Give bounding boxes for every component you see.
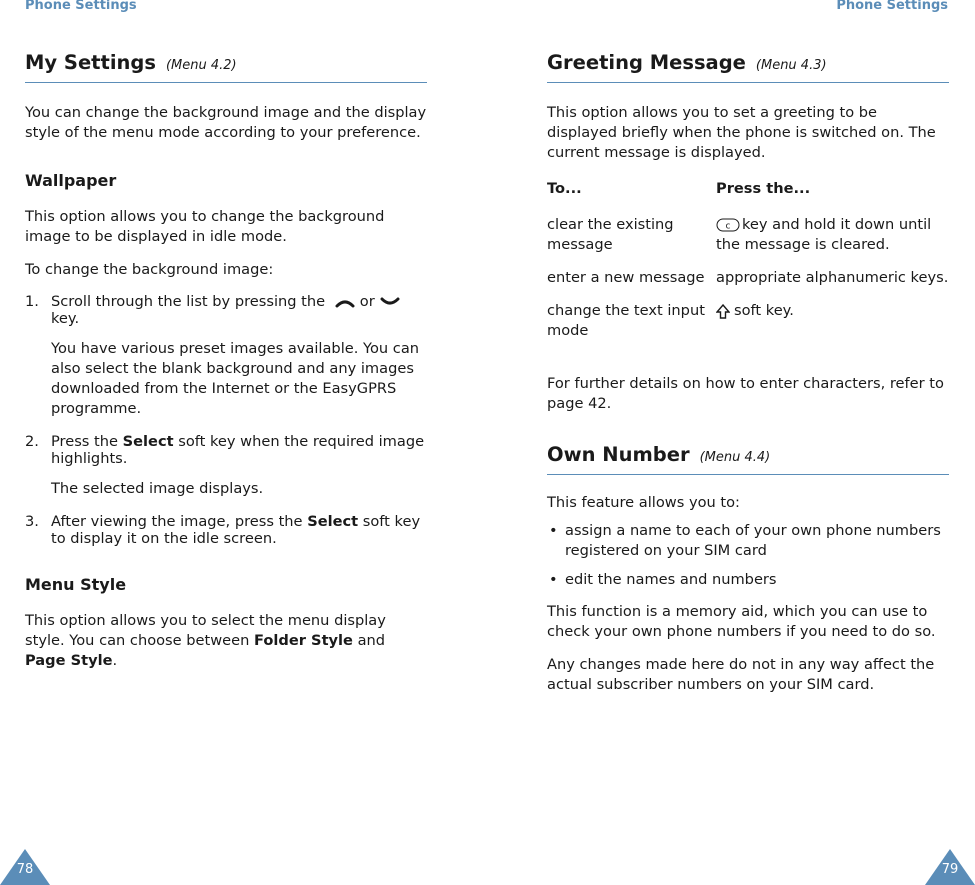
subheading-wallpaper: Wallpaper <box>25 171 117 190</box>
step-1-note: You have various preset images available. You can also select the blank background and any images downloaded from the Internet or the EasyGPRS programme. <box>51 340 420 417</box>
wallpaper-paragraph-2: To change the background image: <box>25 261 274 278</box>
menu-ref: (Menu 4.3) <box>755 58 827 73</box>
table-row: clear the existing message c key and hold it down until the message is cleared. <box>547 216 932 253</box>
key-table <box>547 179 949 341</box>
scroll-down-key-icon <box>379 295 401 309</box>
table-row: enter a new message appropriate alphanumeric keys. <box>547 269 949 286</box>
running-header: Phone Settings <box>25 0 137 13</box>
section-title-my-settings: My Settings (Menu 4.2) <box>25 51 427 83</box>
subheading-menu-style: Menu Style <box>25 575 127 594</box>
page-number-tab <box>925 845 975 885</box>
shift-arrow-icon <box>716 304 730 318</box>
page-number-tab <box>0 845 50 885</box>
section-title-own-number: Own Number (Menu 4.4) <box>547 443 949 475</box>
intro-paragraph: You can change the background image and the display style of the menu mode according to your preference. <box>25 104 427 141</box>
step-number: 3. <box>25 513 39 530</box>
step-2: 2. Press the Select soft key when the required image highlights. The selected image displays. <box>25 433 427 499</box>
page-number: 78 <box>16 862 34 877</box>
page-number: 79 <box>941 862 959 877</box>
own-number-intro: This feature allows you to: <box>547 494 740 511</box>
menu-ref: (Menu 4.2) <box>165 58 237 73</box>
step-1: 1. Scroll through the list by pressing the or key. You have various preset images available. You can also select the blank background and any images downloaded from the Internet or the EasyGPRS programme. <box>25 293 427 419</box>
step-number: 1. <box>25 293 39 310</box>
step-2-note: The selected image displays. <box>51 480 264 497</box>
left-page <box>0 0 487 885</box>
steps-list <box>25 293 427 547</box>
list-item: • edit the names and numbers <box>549 571 777 588</box>
scroll-up-key-icon <box>334 295 356 309</box>
greeting-intro: This option allows you to set a greeting to be displayed briefly when the phone is switched on. The current message is displayed. <box>547 104 936 161</box>
left-column <box>25 51 427 671</box>
table-header-row <box>547 179 949 199</box>
own-number-bullets <box>547 521 949 590</box>
list-item: • assign a name to each of your own phone numbers registered on your SIM card <box>549 522 941 559</box>
right-page <box>487 0 975 885</box>
own-number-paragraph-2: Any changes made here do not in any way affect the actual subscriber numbers on your SIM card. <box>547 656 935 693</box>
table-row: change the text input mode soft key. <box>547 302 794 339</box>
running-header: Phone Settings <box>836 0 948 13</box>
section-title-greeting-message: Greeting Message (Menu 4.3) <box>547 51 949 83</box>
step-3: 3. After viewing the image, press the Select soft key to display it on the idle screen. <box>25 513 421 547</box>
menu-ref: (Menu 4.4) <box>699 450 771 465</box>
svg-text:c: c <box>725 221 731 232</box>
table-header-to: To... <box>547 180 582 197</box>
step-number: 2. <box>25 433 39 450</box>
c-key-icon <box>716 218 738 232</box>
own-number-paragraph-1: This function is a memory aid, which you can use to check your own phone numbers if you need to do so. <box>547 603 936 640</box>
table-header-press: Press the... <box>716 180 811 197</box>
menu-style-paragraph: This option allows you to select the menu display style. You can choose between Folder Style and Page Style. <box>25 612 386 669</box>
right-column <box>547 51 949 695</box>
wallpaper-paragraph-1: This option allows you to change the background image to be displayed in idle mode. <box>25 208 385 245</box>
greeting-footer: For further details on how to enter characters, refer to page 42. <box>547 375 944 412</box>
